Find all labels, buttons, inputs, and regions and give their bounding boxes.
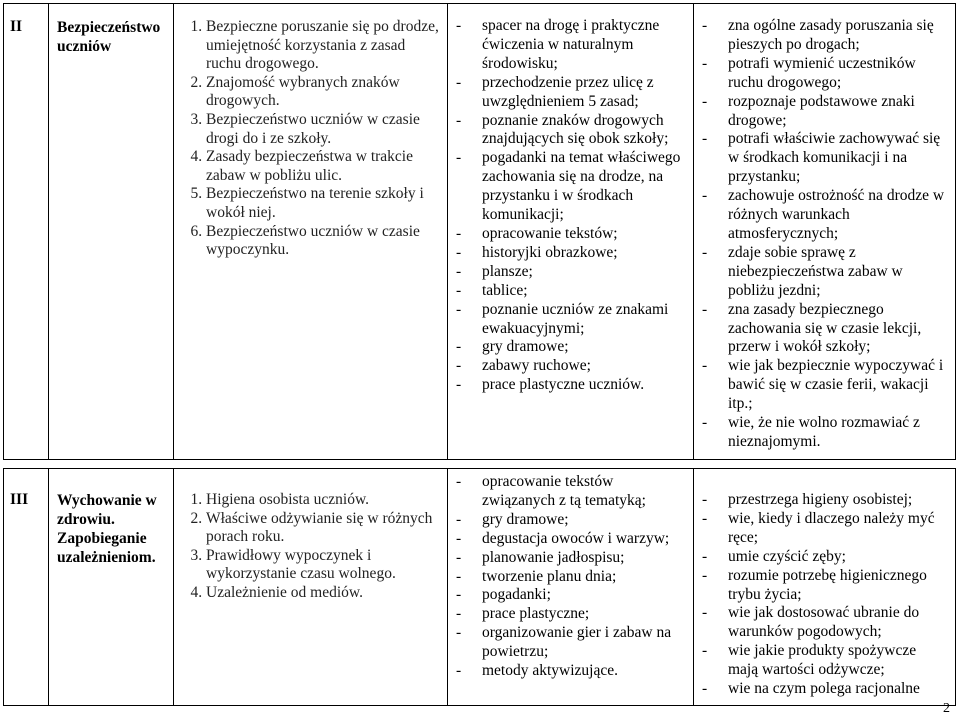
table-row (4, 469, 956, 706)
section-topic: Wychowanie w zdrowiu. Zapobieganie uzależnieniom. (57, 492, 157, 566)
list-item: - przestrzega higieny osobistej; (702, 491, 949, 510)
methods-cell (448, 469, 694, 706)
section-number: II (10, 18, 23, 35)
list-item: - tablice; (456, 282, 687, 301)
list-item: - organizowanie gier i zabaw na powietrzu; (456, 624, 687, 662)
list-item: - wie jakie produkty spożywcze mają wartości odżywcze; (702, 642, 949, 680)
list-item: 3. Bezpieczeństwo uczniów w czasie drogi do i ze szkoły. (206, 111, 443, 148)
list-item: - poznanie uczniów ze znakami ewakuacyjnymi; (456, 301, 687, 339)
topics-list (174, 469, 447, 603)
list-item: - zachowuje ostrożność na drodze w różnych warunkach atmosferycznych; (702, 187, 949, 244)
section-topic-cell (49, 4, 174, 460)
list-item: - wie na czym polega racjonalne (702, 680, 949, 699)
list-item: 4. Zasady bezpieczeństwa w trakcie zabaw w pobliżu ulic. (206, 148, 443, 185)
list-item: - plansze; (456, 263, 687, 282)
list-item: - spacer na drogę i praktyczne ćwiczenia w naturalnym środowisku; (456, 17, 687, 74)
page-number: 2 (943, 701, 950, 716)
list-item: - rozumie potrzebę higienicznego trybu życia; (702, 567, 949, 605)
section-number-cell (4, 469, 49, 706)
list-item: - historyjki obrazkowe; (456, 244, 687, 263)
list-item: - metody aktywizujące. (456, 662, 687, 681)
list-item: - opracowanie tekstów; (456, 225, 687, 244)
list-item: - wie, kiedy i dlaczego należy myć ręce; (702, 510, 949, 548)
section-number-cell (4, 4, 49, 460)
list-item: - zdaje sobie sprawę z niebezpieczeństwa zabaw w pobliżu jezdni; (702, 244, 949, 301)
methods-cell (448, 4, 694, 460)
methods-list (448, 469, 693, 681)
list-item: 1. Higiena osobista uczniów. (206, 491, 443, 510)
list-item: - wie jak dostosować ubranie do warunków pogodowych; (702, 604, 949, 642)
list-item: - zabawy ruchowe; (456, 357, 687, 376)
list-item: - umie czyścić zęby; (702, 548, 949, 567)
curriculum-table (3, 3, 956, 706)
list-item: - potrafi właściwie zachowywać się w środkach komunikacji i na przystanku; (702, 130, 949, 187)
list-item: - prace plastyczne uczniów. (456, 376, 687, 395)
section-number: III (10, 491, 29, 508)
table-row (4, 4, 956, 460)
list-item: - rozpoznaje podstawowe znaki drogowe; (702, 93, 949, 131)
list-item: - wie, że nie wolno rozmawiać z nieznajomymi. (702, 414, 949, 452)
list-item: - opracowanie tekstów związanych z tą tematyką; (456, 473, 687, 511)
list-item: - wie jak bezpiecznie wypoczywać i bawić się w czasie ferii, wakacji itp.; (702, 357, 949, 414)
list-item: 3. Prawidłowy wypoczynek i wykorzystanie czasu wolnego. (206, 547, 443, 584)
list-item: - przechodzenie przez ulicę z uwzględnieniem 5 zasad; (456, 74, 687, 112)
list-item: - prace plastyczne; (456, 605, 687, 624)
list-item: - zna ogólne zasady poruszania się pieszych po drogach; (702, 17, 949, 55)
list-item: - pogadanki; (456, 586, 687, 605)
outcomes-cell (694, 4, 956, 460)
topics-list (174, 4, 447, 260)
row-separator (4, 460, 956, 469)
list-item: - tworzenie planu dnia; (456, 568, 687, 587)
list-item: 4. Uzależnienie od mediów. (206, 584, 443, 603)
outcomes-list (694, 4, 955, 452)
list-item: - potrafi wymienić uczestników ruchu drogowego; (702, 55, 949, 93)
list-item: - poznanie znaków drogowych znajdujących się obok szkoły; (456, 112, 687, 150)
list-item: - planowanie jadłospisu; (456, 549, 687, 568)
outcomes-cell (694, 469, 956, 706)
list-item: - degustacja owoców i warzyw; (456, 530, 687, 549)
methods-list (448, 4, 693, 395)
list-item: 5. Bezpieczeństwo na terenie szkoły i wokół niej. (206, 185, 443, 222)
list-item: 6. Bezpieczeństwo uczniów w czasie wypoczynku. (206, 223, 443, 260)
topics-cell (174, 4, 448, 460)
list-item: - pogadanki na temat właściwego zachowania się na drodze, na przystanku i w środkach komunikacji; (456, 149, 687, 225)
list-item: 1. Bezpieczne poruszanie się po drodze, umiejętność korzystania z zasad ruchu drogowego. (206, 18, 443, 74)
list-item: 2. Znajomość wybranych znaków drogowych. (206, 74, 443, 111)
topics-cell (174, 469, 448, 706)
list-item: 2. Właściwe odżywianie się w różnych porach roku. (206, 510, 443, 547)
section-topic: Bezpieczeństwo uczniów (57, 19, 161, 55)
list-item: - gry dramowe; (456, 511, 687, 530)
list-item: - gry dramowe; (456, 338, 687, 357)
list-item: - zna zasady bezpiecznego zachowania się w czasie lekcji, przerw i wokół szkoły; (702, 301, 949, 358)
outcomes-list (694, 469, 955, 699)
section-topic-cell (49, 469, 174, 706)
